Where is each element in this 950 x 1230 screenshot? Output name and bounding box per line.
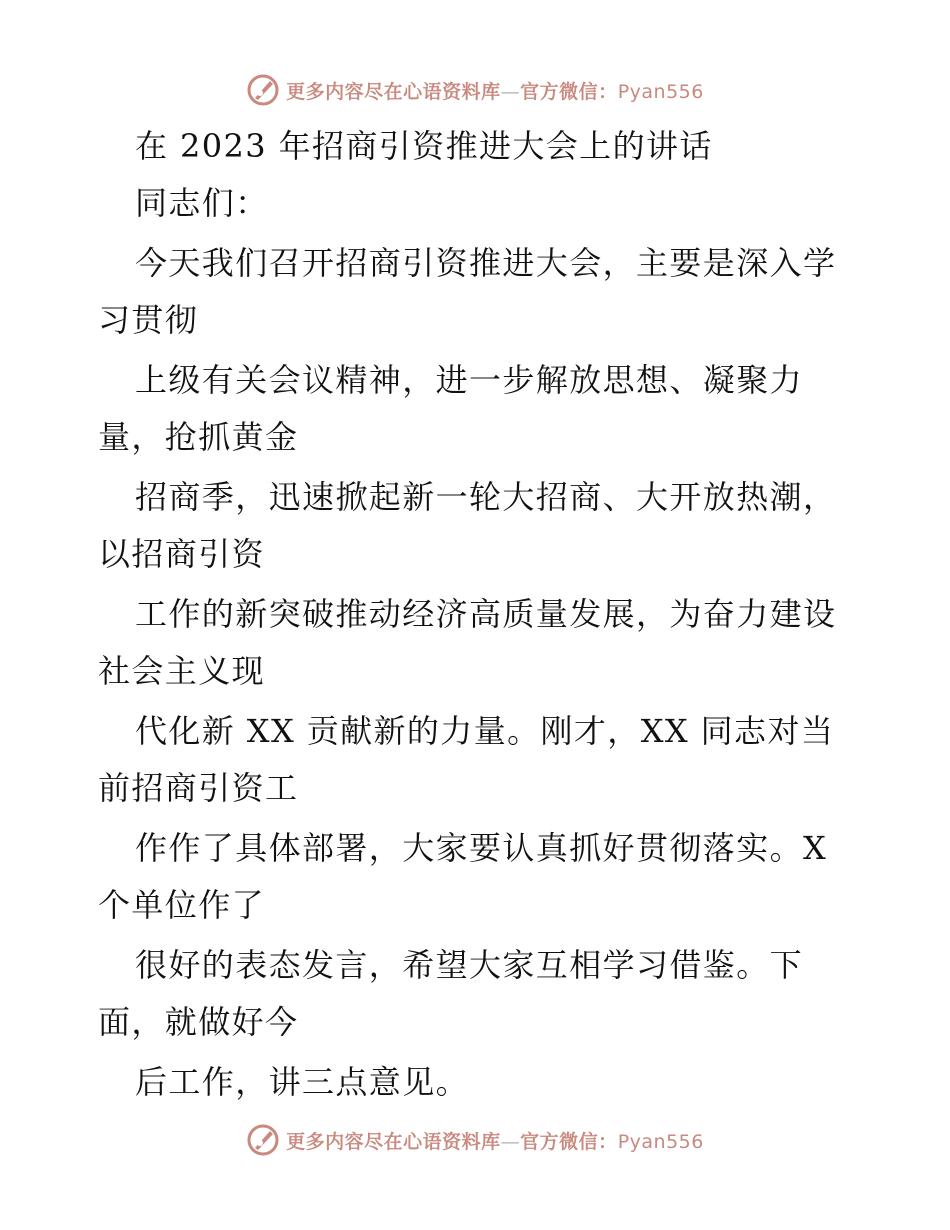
watermark-suffix: 官方微信： bbox=[520, 1130, 618, 1153]
body-line: 代化新 XX 贡献新的力量。刚才，XX 同志对当 bbox=[135, 712, 835, 750]
watermark-main: 更多内容尽在心语资料库 bbox=[286, 1130, 501, 1153]
quill-circle-logo-icon bbox=[246, 1123, 280, 1157]
footer-watermark bbox=[0, 1120, 950, 1160]
header-watermark bbox=[0, 70, 950, 110]
body-line: 习贯彻 bbox=[98, 301, 199, 339]
body-line: 今天我们召开招商引资推进大会，主要是深入学 bbox=[135, 244, 837, 282]
watermark-separator: — bbox=[500, 80, 521, 103]
body-line: 量，抢抓黄金 bbox=[98, 418, 299, 456]
body-line: 招商季，迅速掀起新一轮大招商、大开放热潮， bbox=[135, 478, 837, 516]
body-line: 后工作，讲三点意见。 bbox=[135, 1063, 470, 1101]
body-line: 作作了具体部署，大家要认真抓好贯彻落实。X bbox=[135, 829, 828, 867]
watermark-id: Pyan556 bbox=[617, 80, 704, 103]
body-line: 前招商引资工 bbox=[98, 769, 299, 807]
watermark-text bbox=[286, 1127, 704, 1154]
salutation: 同志们： bbox=[135, 184, 269, 222]
body-line: 个单位作了 bbox=[98, 886, 266, 924]
body-line: 以招商引资 bbox=[98, 535, 266, 573]
body-line: 工作的新突破推动经济高质量发展，为奋力建设 bbox=[135, 595, 837, 633]
watermark-text bbox=[286, 77, 704, 104]
quill-circle-logo-icon bbox=[246, 73, 280, 107]
body-line: 社会主义现 bbox=[98, 652, 266, 690]
document-title: 在 2023 年招商引资推进大会上的讲话 bbox=[135, 127, 713, 165]
body-line: 很好的表态发言，希望大家互相学习借鉴。下 bbox=[135, 946, 804, 984]
watermark-main: 更多内容尽在心语资料库 bbox=[286, 80, 501, 103]
watermark-id: Pyan556 bbox=[617, 1130, 704, 1153]
watermark-separator: — bbox=[500, 1130, 521, 1153]
watermark-suffix: 官方微信： bbox=[520, 80, 618, 103]
body-line: 面，就做好今 bbox=[98, 1003, 299, 1041]
body-line: 上级有关会议精神，进一步解放思想、凝聚力 bbox=[135, 361, 804, 399]
